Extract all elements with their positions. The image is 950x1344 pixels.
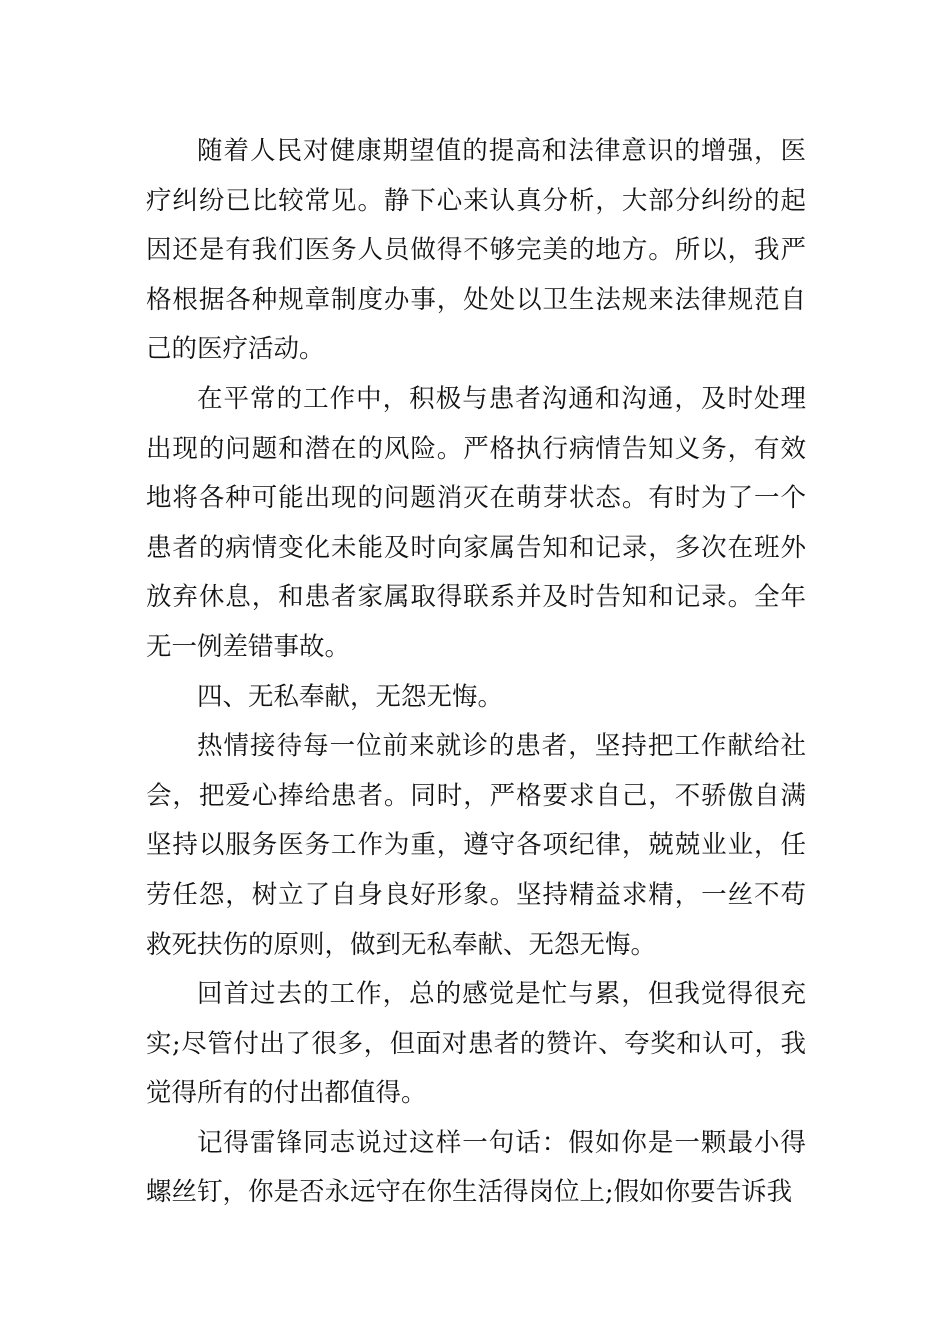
paragraph-lei-feng-quote: 记得雷锋同志说过这样一句话：假如你是一颗最小得螺丝钉，你是否永远守在你生活得岗位上;假如你要告诉我	[146, 1127, 806, 1208]
paragraph-patient-communication: 在平常的工作中，积极与患者沟通和沟通，及时处理出现的问题和潜在的风险。严格执行病情告知义务，有效地将各种可能出现的问题消灭在萌芽状态。有时为了一个患者的病情变化未能及时向家属告知和记录，多次在班外放弃休息，和患者家属取得联系并及时告知和记录。全年无一例差错事故。	[146, 383, 806, 662]
section-heading-selfless-dedication: 四、无私奉献，无怨无悔。	[197, 681, 504, 712]
document-page	[146, 127, 806, 1218]
paragraph-medical-disputes: 随着人民对健康期望值的提高和法律意识的增强，医疗纠纷已比较常见。静下心来认真分析，大部分纠纷的起因还是有我们医务人员做得不够完美的地方。所以，我严格根据各种规章制度办事，处处以卫生法规来法律规范自己的医疗活动。	[146, 136, 806, 365]
paragraph-looking-back: 回首过去的工作，总的感觉是忙与累，但我觉得很充实;尽管付出了很多，但面对患者的赞许、夸奖和认可，我觉得所有的付出都值得。	[146, 979, 806, 1109]
paragraph-warm-reception: 热情接待每一位前来就诊的患者，坚持把工作献给社会，把爱心捧给患者。同时，严格要求自己，不骄傲自满坚持以服务医务工作为重，遵守各项纪律，兢兢业业，任劳任怨，树立了自身良好形象。坚持精益求精，一丝不苟救死扶伤的原则，做到无私奉献、无怨无悔。	[146, 731, 806, 960]
